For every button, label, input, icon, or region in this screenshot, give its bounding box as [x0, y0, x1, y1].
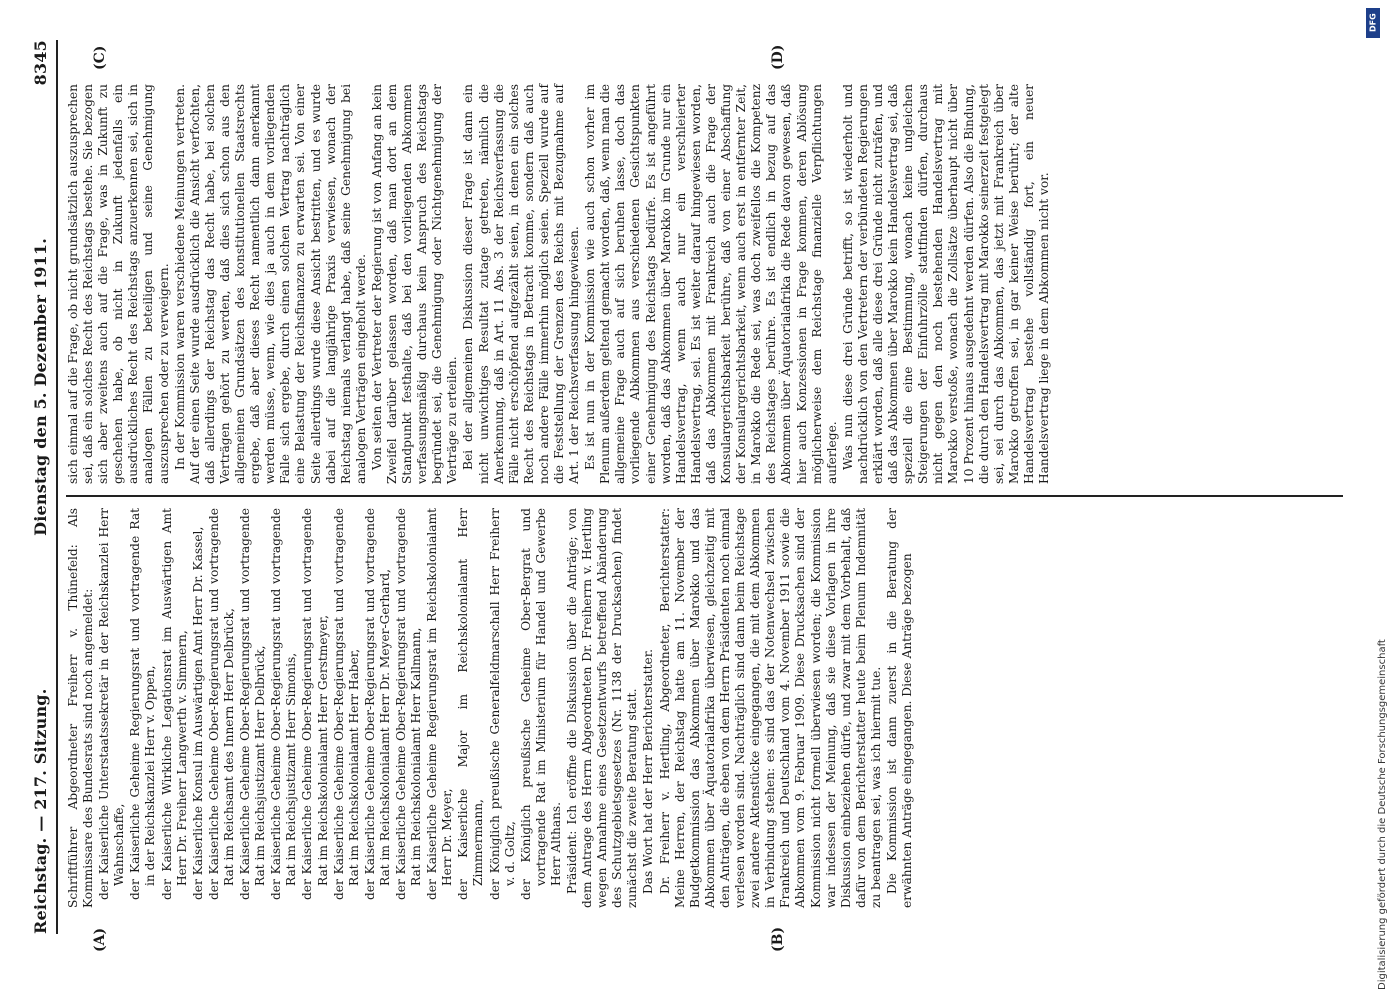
paragraph: der Kaiserliche Geheime Ober-Regierungsrat und vortragende Rat im Reichskolonialamt Herr Gerstmeyer,	[300, 508, 330, 900]
paragraph: der Kaiserliche Geheime Ober-Regierungsrat und vortragende Rat im Reichskolonialamt Herr Haber,	[331, 508, 361, 900]
digitization-credit	[1363, 190, 1388, 990]
paragraph: der Königlich preußische Generalfeldmarschall Herr Freiherr v. d. Goltz,	[487, 508, 517, 900]
paragraph: der Kaiserliche Geheime Ober-Regierungsrat und vortragende Rat im Reichskolonialamt Herr Dr. Meyer-Gerhard,	[362, 508, 392, 900]
paragraph: Was nun diese drei Gründe betrifft, so ist wiederholt und nachdrücklich von den Vertretern der verbündeten Regierungen erklärt worden, daß alle diese drei Gründe nicht zuträfen, und daß das Abkommen über Marokko kein Handelsvertrag sei, daß speziell die eine Bestimmung, wonach keine ungleichen Steigerungen der Einfuhrzölle stattfinden dürfen, durchaus nicht gegen den noch bestehenden Handelsvertrag mit Marokko verstoße, wonach die Zollsätze überhaupt nicht über 10 Prozent hinaus ausgedehnt werden dürfen. Also die Bindung, die durch den Handelsvertrag mit Marokko seinerzeit festgelegt sei, sei durch das Abkommen, das jetzt mit Frankreich über Marokko getroffen sei, in gar keiner Weise berührt; der alte Handelsvertrag bestehe vollständig fort, ein neuer Handelsvertrag liege in dem Abkommen nicht vor.	[840, 84, 1051, 484]
paragraph: der Kaiserliche Geheime Ober-Regierungsrat und vortragende Rat im Reichsjustizamt Herr Simonis,	[269, 508, 299, 900]
paragraph: Bei der allgemeinen Diskussion dieser Frage ist dann ein nicht unwichtiges Resultat zutage getreten, nämlich die Anerkennung, daß in Art. 11 Abs. 3 der Reichsverfassung die Fälle nicht erschöpfend aufgezählt seien, in denen ein solches Recht des Reichstags in Betracht komme, sondern daß auch noch andere Fälle immerhin möglich seien. Speziell wurde auf die Feststellung der Grenzen des Reichs mit Bezugnahme auf Art. 1 der Reichsverfassung hingewiesen.	[461, 84, 582, 484]
paragraph: der Kaiserliche Geheime Ober-Regierungsrat und vortragende Rat im Reichsamt des Innern Herr Delbrück,	[206, 508, 236, 900]
paragraph: der Königlich preußische Geheime Ober-Bergrat und vortragende Rat im Ministerium für Handel und Gewerbe Herr Althans.	[518, 508, 563, 900]
paragraph: der Kaiserliche Unterstaatssekretär in der Reichskanzlei Herr Wahnschaffe,	[97, 508, 127, 900]
paragraph: Präsident: Ich eröffne die Diskussion über die Anträge; von dem Antrage des Herrn Abgeordneten Dr. Freiherrn v. Hertling wegen Annahme eines Gesetzentwurfs betreffend Abänderung des Schutzgebietsgesetzes (Nr. 1138 der Drucksachen) findet zunächst die zweite Beratung statt.	[565, 508, 640, 908]
paragraph: der Kaiserliche Geheime Ober-Regierungsrat und vortragende Rat im Reichskolonialamt Herr Kallmann,	[393, 508, 424, 900]
paragraph: der Kaiserliche Geheime Ober-Regierungsrat und vortragende Rat im Reichsjustizamt Herr Delbrück,	[238, 508, 268, 900]
page-number: 8345	[31, 40, 50, 86]
margin-mark-c: (C)	[92, 45, 108, 70]
paragraph: der Kaiserliche Geheime Regierungsrat und vortragende Rat in der Reichskanzlei Herr v. Oppen,	[128, 508, 158, 900]
paragraph: sich einmal auf die Frage, ob nicht grundsätzlich auszusprechen sei, daß ein solches Recht des Reichstags bestehe. Sie bezogen sich aber zweitens auch auf die Frage, was in Zukunft zu geschehen habe, ob nicht in Zukunft jedenfalls ein ausdrückliches Recht des Reichstags anzuerkennen sei, sich in analogen Fällen zu beteiligen und seine Genehmigung auszusprechen oder zu verweigern.	[66, 84, 171, 484]
paragraph: Das Wort hat der Herr Berichterstatter.	[641, 648, 656, 894]
column-rule	[66, 495, 1343, 497]
left-column	[66, 508, 1355, 908]
right-column	[66, 84, 1355, 484]
paragraph: Dr. Freiherr v. Hertling, Abgeordneter, Berichterstatter: Meine Herren, der Reichstag hatte am 11. November der Budgetkommission das Abkommen über Marokko und das Abkommen über Äquatorialafrika überwiesen, gleichzeitig mit den Anträgen, die eben von dem Herrn Präsidenten noch einmal verlesen worden sind. Nachträglich sind dann beim Reichstage zwei andere Aktenstücke eingegangen, die mit dem Abkommen in Verbindung stehen: es sind das der Notenwechsel zwischen Frankreich und Deutschland vom 4. November 1911 sowie die Abkommen vom 9. Februar 1909. Diese Drucksachen sind der Kommission nicht formell überwiesen worden; die Kommission war indessen der Meinung, daß sie diese Vorlagen in ihre Diskussion einbeziehen dürfe, und zwar mit dem Vorbehalt, daß dafür von dem Berichterstatter heute beim Plenum Indemnität zu beantragen sei, was ich hiermit tue.	[657, 508, 883, 908]
dfg-logo: DFG	[1366, 8, 1380, 38]
paragraph: In der Kommission waren verschiedene Meinungen vertreten. Auf der einen Seite wurde ausdrücklich die Ansicht verfochten, daß allerdings der Reichstag das Recht habe, bei solchen Verträgen gehört zu werden, daß dies sich schon aus den allgemeinen Grundsätzen des konstitutionellen Staatsrechts ergebe, daß aber dieses Recht namentlich dann anerkannt werden müsse, wenn, wie dies ja auch in dem vorliegenden Falle sich ergebe, durch einen solchen Vertrag nachträglich eine Belastung der Reichsfinanzen zu erwarten sei. Von einer Seite allerdings wurde diese Ansicht bestritten, und es wurde dabei auf die langjährige Praxis verwiesen, wonach der Reichstag niemals verlangt habe, daß seine Genehmigung bei analogen Verträgen eingeholt werde.	[172, 84, 368, 484]
header-left: Reichstag. — 217. Sitzung.	[31, 688, 50, 934]
paragraph: der Kaiserliche Geheime Regierungsrat im Reichskolonialamt Herr Dr. Meyer,	[425, 508, 455, 900]
paragraph: Es ist nun in der Kommission wie auch schon vorher im Plenum außerdem geltend gemacht worden, daß, wenn man die allgemeine Frage auch auf sich beruhen lasse, doch das vorliegende Abkommen aus verschiedenen Gesichtspunkten einer Genehmigung des Reichstags bedürfe. Es ist angeführt worden, daß das Abkommen über Marokko im Grunde nur ein Handelsvertrag, wenn auch nur ein verschleierter Handelsvertrag, sei. Es ist weiter darauf hingewiesen worden, daß das Abkommen mit Frankreich auch die Frage der Konsulargerichtsbarkeit berühre, daß von einer Abschaffung der Konsulargerichtsbarkeit, wenn auch erst in entfernter Zeit, in Marokko die Rede sei, was doch zweifellos die Kompetenz des Reichstages berühre. Es ist endlich in bezug auf das Abkommen über Äquatorialafrika die Rede davon gewesen, daß hier auch Konzessionen in Frage kommen, deren Ablösung möglicherweise dem Reichstage finanzielle Verpflichtungen auferlege.	[583, 84, 839, 484]
margin-mark-d: (D)	[770, 44, 786, 70]
credit-text: Digitalisierung gefördert durch die Deutsche Forschungsgemeinschaft	[1377, 639, 1388, 990]
margin-mark-a: (A)	[92, 927, 108, 952]
paragraph: Die Kommission ist dann zuerst in die Beratung der erwähnten Anträge eingegangen. Diese Anträge bezogen	[884, 508, 915, 908]
paragraph: der Kaiserliche Konsul im Auswärtigen Amt Herr Dr. Kassel,	[190, 526, 205, 900]
header-date: Dienstag den 5. Dezember 1911.	[31, 238, 50, 536]
paragraph: der Kaiserliche Major im Reichskolonialamt Herr Zimmermann,	[456, 508, 486, 900]
margin-mark-b: (B)	[770, 926, 786, 952]
header-rule	[56, 40, 58, 934]
paragraph: Schriftführer Abgeordneter Freiherr v. Thünefeld: Als Kommissare des Bundesrats sind noch angemeldet:	[66, 508, 96, 908]
paragraph: Von seiten der Vertreter der Regierung ist von Anfang an kein Zweifel darüber gelassen worden, daß man dort an dem Standpunkt festhalte, daß bei den vorliegenden Abkommen verfassungsmäßig durchaus kein Anspruch des Reichstags begründet sei, die Genehmigung oder Nichtgenehmigung der Verträge zu erteilen.	[369, 84, 460, 484]
paragraph: der Kaiserliche Wirkliche Legationsrat im Auswärtigen Amt Herr Dr. Freiherr Langwerth v. Simmern,	[159, 508, 189, 900]
page-header	[24, 40, 50, 934]
